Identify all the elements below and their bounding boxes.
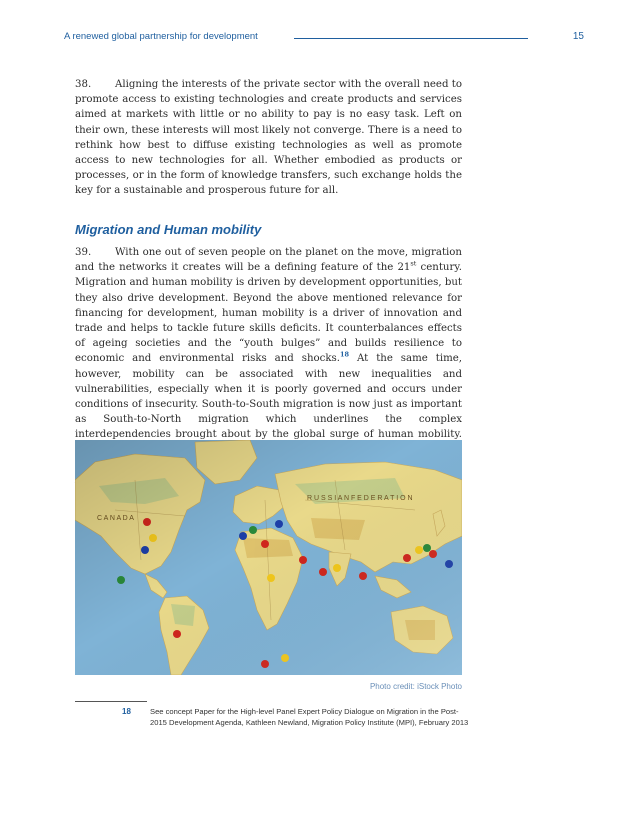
header-title: A renewed global partnership for development xyxy=(64,31,258,42)
footnote-text: See concept Paper for the High-level Panel Expert Policy Dialogue on Migration in the Post-2015 Development Agenda, Kathleen Newland, Migration Policy Institute (MPI), February 2013 xyxy=(150,707,469,727)
paragraph-text-b: century. Migration and human mobility is driven by development opportunities, but they also drive development. Beyond the above mentioned relevance for financing for development, human mobility is a driver of innovation and trade and helps to tackle future skills deficits. It counterbalances effects of ageing societies and the “youth bulges” and builds resilience to economic and environmental risks and shocks. xyxy=(75,262,463,365)
superscript-st: st xyxy=(410,259,417,268)
running-header xyxy=(64,31,584,47)
footnote-number: 18 xyxy=(122,707,131,716)
paragraph-text-c: At the same time, however, mobility can be associated with new inequalities and vulnerabilities, especially when it is poorly governed and occurs under conditions of insecurity. South-to-South migration is now just as important as South-to-North migration which underlines the complex interdependencies brought about by the global surge of human mobility. xyxy=(75,353,462,441)
footnote-rule xyxy=(75,701,147,702)
footnote-ref[interactable]: 18 xyxy=(340,351,350,360)
paragraph-number: 39. xyxy=(75,247,92,258)
page-number: 15 xyxy=(572,31,584,42)
paragraph-number: 38. xyxy=(75,79,92,90)
paragraph-text-a: With one out of seven people on the planet on the move, migration and the networks it creates will be a defining feature of the 21 xyxy=(75,247,462,274)
world-map-photo xyxy=(75,440,462,675)
section-heading: Migration and Human mobility xyxy=(75,222,262,237)
paragraph-38 xyxy=(75,77,462,199)
header-rule xyxy=(294,38,528,39)
paragraph-text: Aligning the interests of the private sector with the overall need to promote access to existing technologies and create products and services aimed at markets with little or no ability to pay is no easy task. Left on their own, these interests will most likely not converge. There is a need to rethink how best to diffuse existing technologies as well as promote access to new technologies for all. Whether embodied as products or processes, or in the form of knowledge transfers, such exchange holds the key for a sustainable and prosperous future for all. xyxy=(75,79,462,197)
world-map-image xyxy=(75,440,462,675)
photo-credit: Photo credit: iStock Photo xyxy=(369,682,462,691)
